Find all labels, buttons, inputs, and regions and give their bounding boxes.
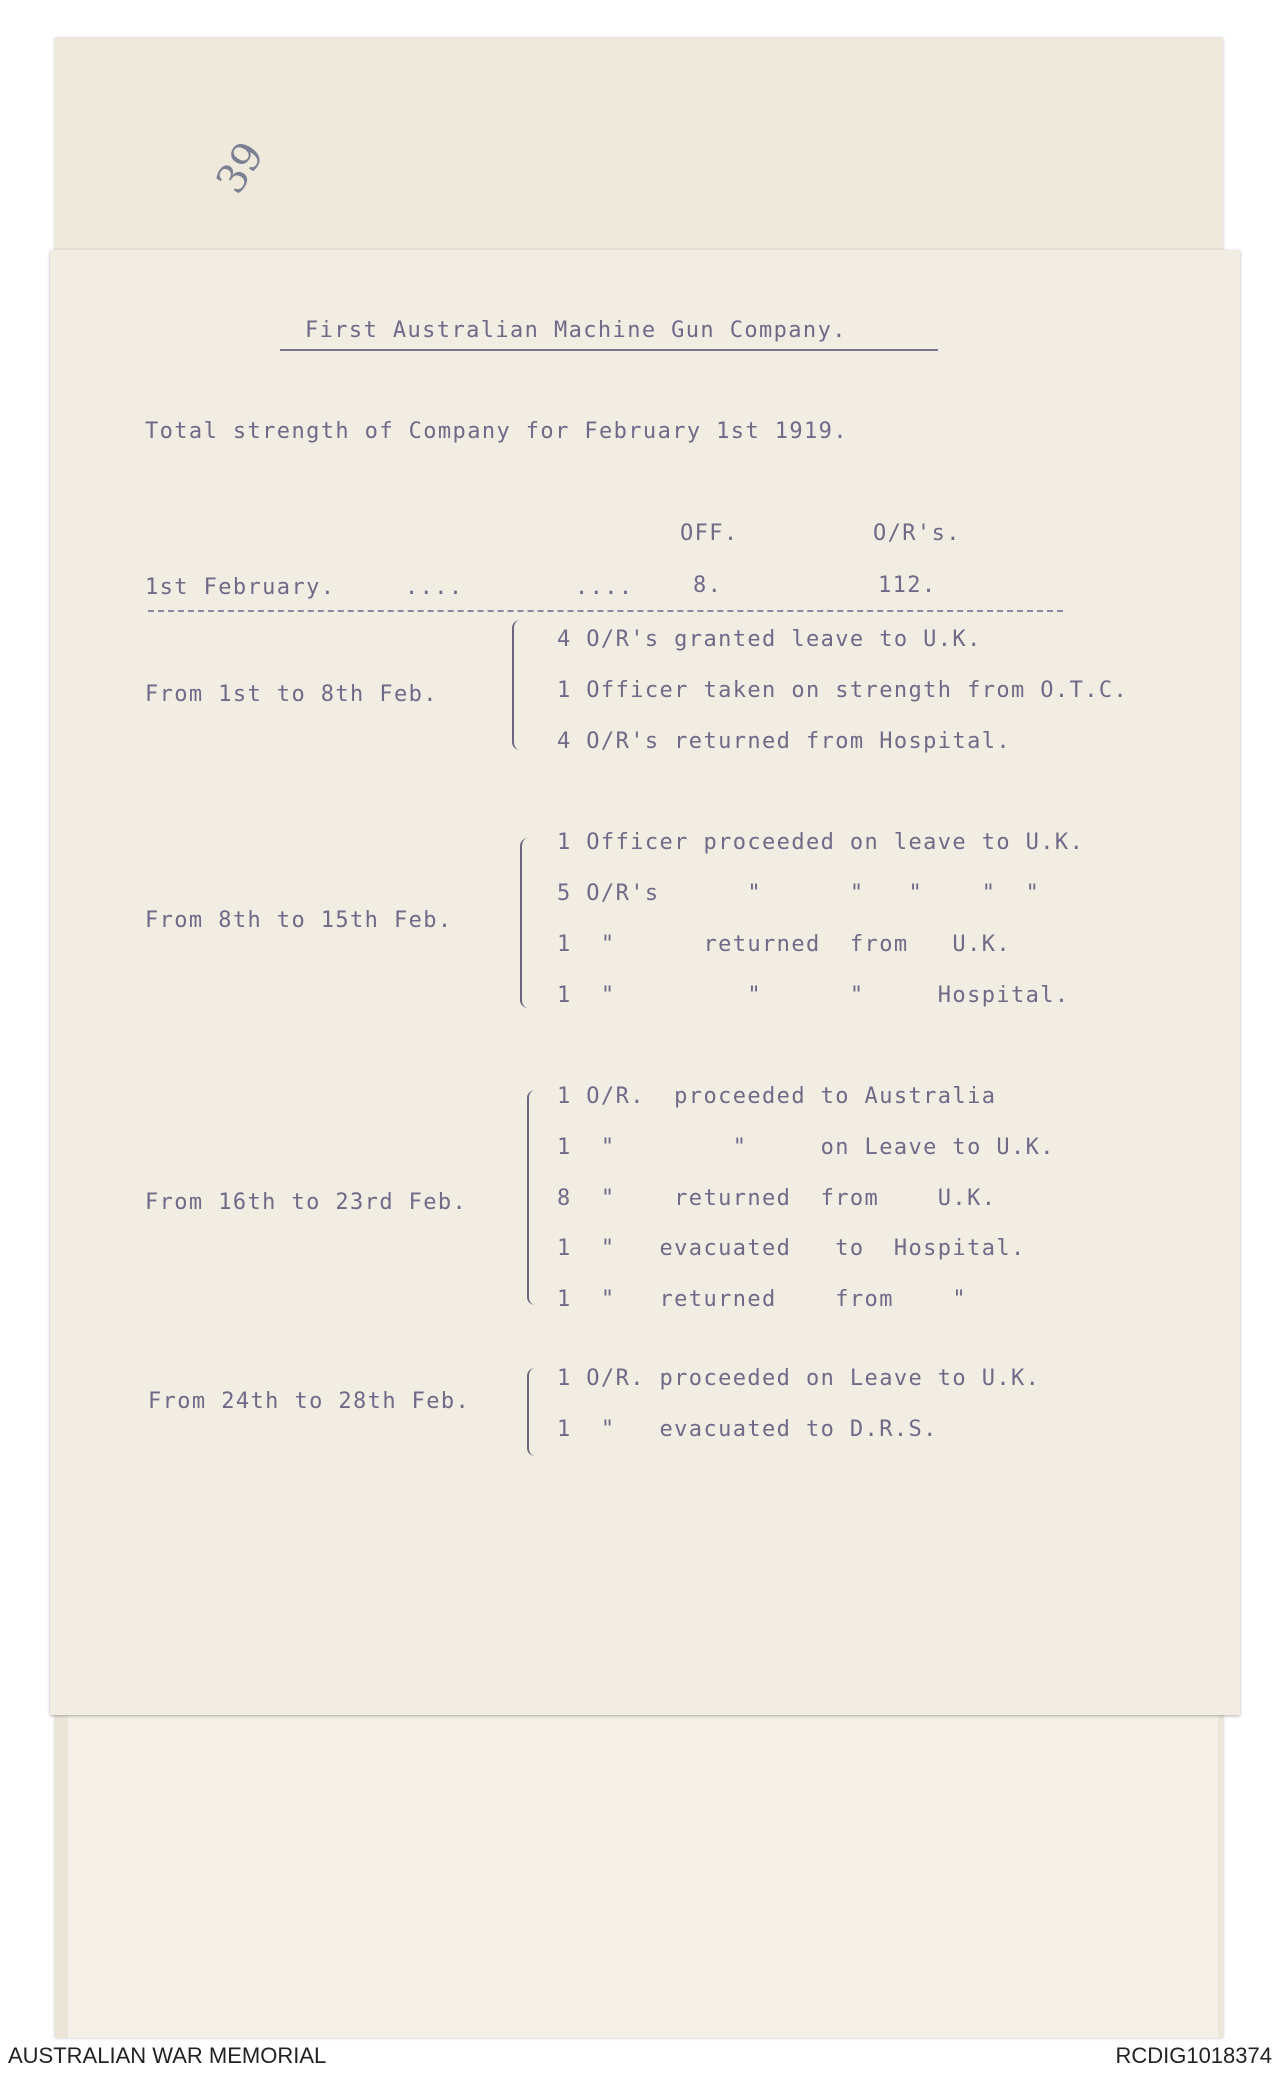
period-entry: 1 O/R. proceeded on Leave to U.K.: [557, 1366, 1041, 1391]
period-entry: 5 O/R's " " " " ": [557, 881, 1041, 906]
period-entry: 1 O/R. proceeded to Australia: [557, 1084, 997, 1109]
period-entry: 4 O/R's granted leave to U.K.: [557, 627, 982, 652]
opening-other-ranks-count: 112.: [878, 573, 937, 598]
opening-dots: ....: [405, 575, 464, 600]
brace: [527, 1090, 543, 1305]
period-entry: 1 " returned from ": [557, 1287, 968, 1312]
period-label: From 8th to 15th Feb.: [145, 908, 453, 933]
period-entry: 1 Officer proceeded on leave to U.K.: [557, 830, 1085, 855]
period-entry: 4 O/R's returned from Hospital.: [557, 729, 1011, 754]
opening-officers-count: 8.: [693, 573, 723, 598]
period-entry: 8 " returned from U.K.: [557, 1186, 997, 1211]
header-officers: OFF.: [680, 521, 739, 546]
opening-dots: ....: [575, 575, 634, 600]
period-entry: 1 " " " Hospital.: [557, 983, 1070, 1008]
page-number-annotation: 39: [207, 134, 274, 202]
period-label: From 24th to 28th Feb.: [148, 1389, 471, 1414]
divider-line: [148, 610, 1063, 612]
title-underline: [280, 349, 938, 351]
document-title: First Australian Machine Gun Company.: [305, 318, 847, 343]
paper-sheet-lower: [68, 1715, 1218, 2038]
period-entry: 1 " returned from U.K.: [557, 932, 1011, 957]
document-subtitle: Total strength of Company for February 1st 1919.: [145, 419, 848, 444]
footer-institution: AUSTRALIAN WAR MEMORIAL: [8, 2043, 327, 2068]
brace: [512, 620, 528, 750]
period-entry: 1 " evacuated to D.R.S.: [557, 1417, 938, 1442]
period-label: From 16th to 23rd Feb.: [145, 1190, 468, 1215]
period-label: From 1st to 8th Feb.: [145, 682, 438, 707]
footer-catalog-id: RCDIG1018374: [1115, 2043, 1272, 2068]
brace: [520, 838, 536, 1008]
period-entry: 1 " " on Leave to U.K.: [557, 1135, 1055, 1160]
opening-label: 1st February.: [145, 575, 336, 600]
period-entry: 1 Officer taken on strength from O.T.C.: [557, 678, 1129, 703]
header-other-ranks: O/R's.: [873, 521, 961, 546]
period-entry: 1 " evacuated to Hospital.: [557, 1236, 1026, 1261]
brace: [527, 1368, 543, 1456]
